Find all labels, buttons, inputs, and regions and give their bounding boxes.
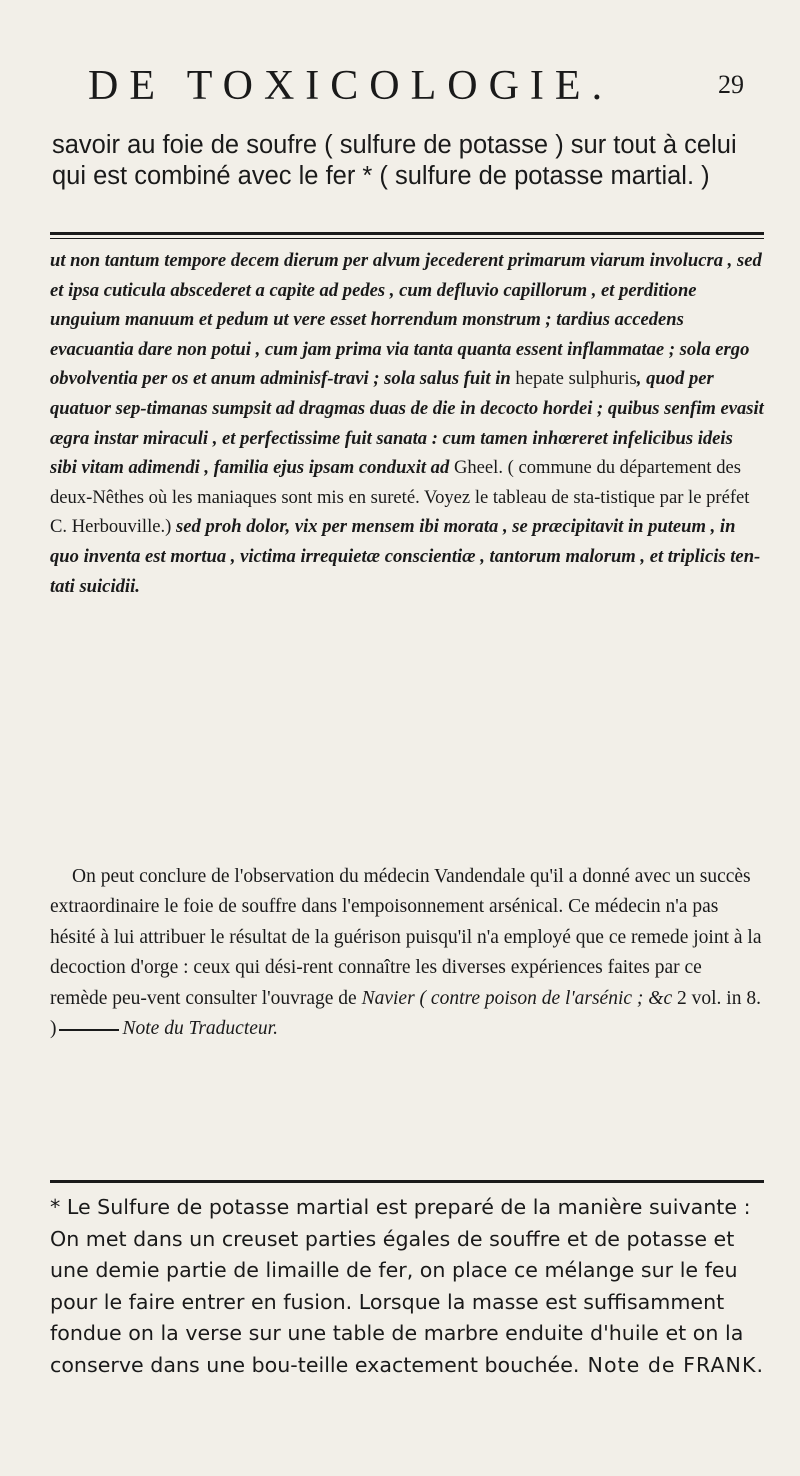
footnote-para-2 bbox=[50, 1224, 764, 1382]
note-dash bbox=[59, 1029, 119, 1031]
note-work-title: ( contre poison de l'arsénic ; &c bbox=[419, 987, 673, 1009]
translator-note bbox=[50, 862, 764, 1044]
latin-quotation bbox=[50, 246, 764, 601]
page-number: 29 bbox=[718, 70, 744, 99]
latin-part-1: ut non tantum tempore decem dierum per alvum jecederent primarum viarum involucra , sed et ipsa cuticula abscederet a capite ad pedes , cum defluvio capillorum , et perditione unguium manuum et pedum ut vere esset horrendum monstrum ; tardius accedens evacuantia dare non potui , cum jam prima via tanta quanta essent inflammatae ; sola ergo obvolventia per os et anum adminisf-travi ; sola salus fuit in bbox=[50, 250, 762, 390]
latin-text bbox=[50, 246, 764, 601]
footnote-para-1: * Le Sulfure de potasse martial est preparé de la manière suivante : bbox=[50, 1195, 751, 1219]
note-paragraph bbox=[50, 862, 764, 1044]
divider-rule bbox=[50, 232, 764, 235]
footnote-rule bbox=[50, 1180, 764, 1183]
footnote bbox=[50, 1192, 764, 1382]
header-title: DE TOXICOLOGIE. bbox=[88, 63, 614, 109]
note-author: Navier bbox=[361, 987, 415, 1009]
intro-paragraph: savoir au foie de soufre ( sulfure de potasse ) sur tout à celui qui est combiné avec le fer * ( sulfure de potasse martial. ) bbox=[52, 131, 737, 190]
latin-part-2: , quod per quatuor sep-timanas sumpsit ad dragmas duas de die in decocto hordei ; quibus senfim evasit ægra instar miraculi , et perfectissime fuit sanata : cum tamen inhœreret infelicibus ideis sibi vitam adimendi , familia ejus ipsam conduxit ad bbox=[50, 368, 764, 479]
note-volume: 2 vol. in 8. ) bbox=[50, 987, 761, 1040]
divider-rule-thin bbox=[50, 238, 764, 239]
latin-roman-1: hepate sulphuris bbox=[515, 368, 637, 390]
running-header bbox=[0, 62, 800, 112]
footnote-para-2-text: On met dans un creuset parties égales de souffre et de potasse et une demie partie de limaille de fer, on place ce mélange sur le feu pour le faire entrer en fusion. Lorsque la masse est suffisamment fondue on la verse sur une table de marbre enduite d'huile et on la conserve dans une bou-teille exactement bouchée. bbox=[50, 1226, 744, 1377]
latin-roman-2: Gheel. ( commune du département des deux-Nêthes où les maniaques sont mis en sureté. Voyez le tableau de sta-tistique par le préfet C. Herbouville.) bbox=[50, 457, 750, 538]
footnote-signature: Note de FRANK. bbox=[587, 1352, 764, 1377]
note-signature: Note du Traducteur. bbox=[122, 1018, 278, 1040]
note-text: On peut conclure de l'observation du médecin Vandendale qu'il a donné avec un succès extraordinaire le foie de souffre dans l'empoisonnement arsénical. Ce médecin n'a pas hésité à lui attribuer le résultat de la guérison puisqu'il n'a employé que ce remede joint à la decoction d'orge : ceux qui dési-rent connaître les diverses expériences faites par ce remède peu-vent consulter l'ouvrage de bbox=[50, 866, 762, 1009]
latin-part-3: sed proh dolor, vix per mensem ibi morata , se præcipitavit in puteum , in quo inventa est mortua , victima irrequietæ conscientiæ , tantorum malorum , et triplicis ten-tati suicidii. bbox=[50, 516, 761, 597]
